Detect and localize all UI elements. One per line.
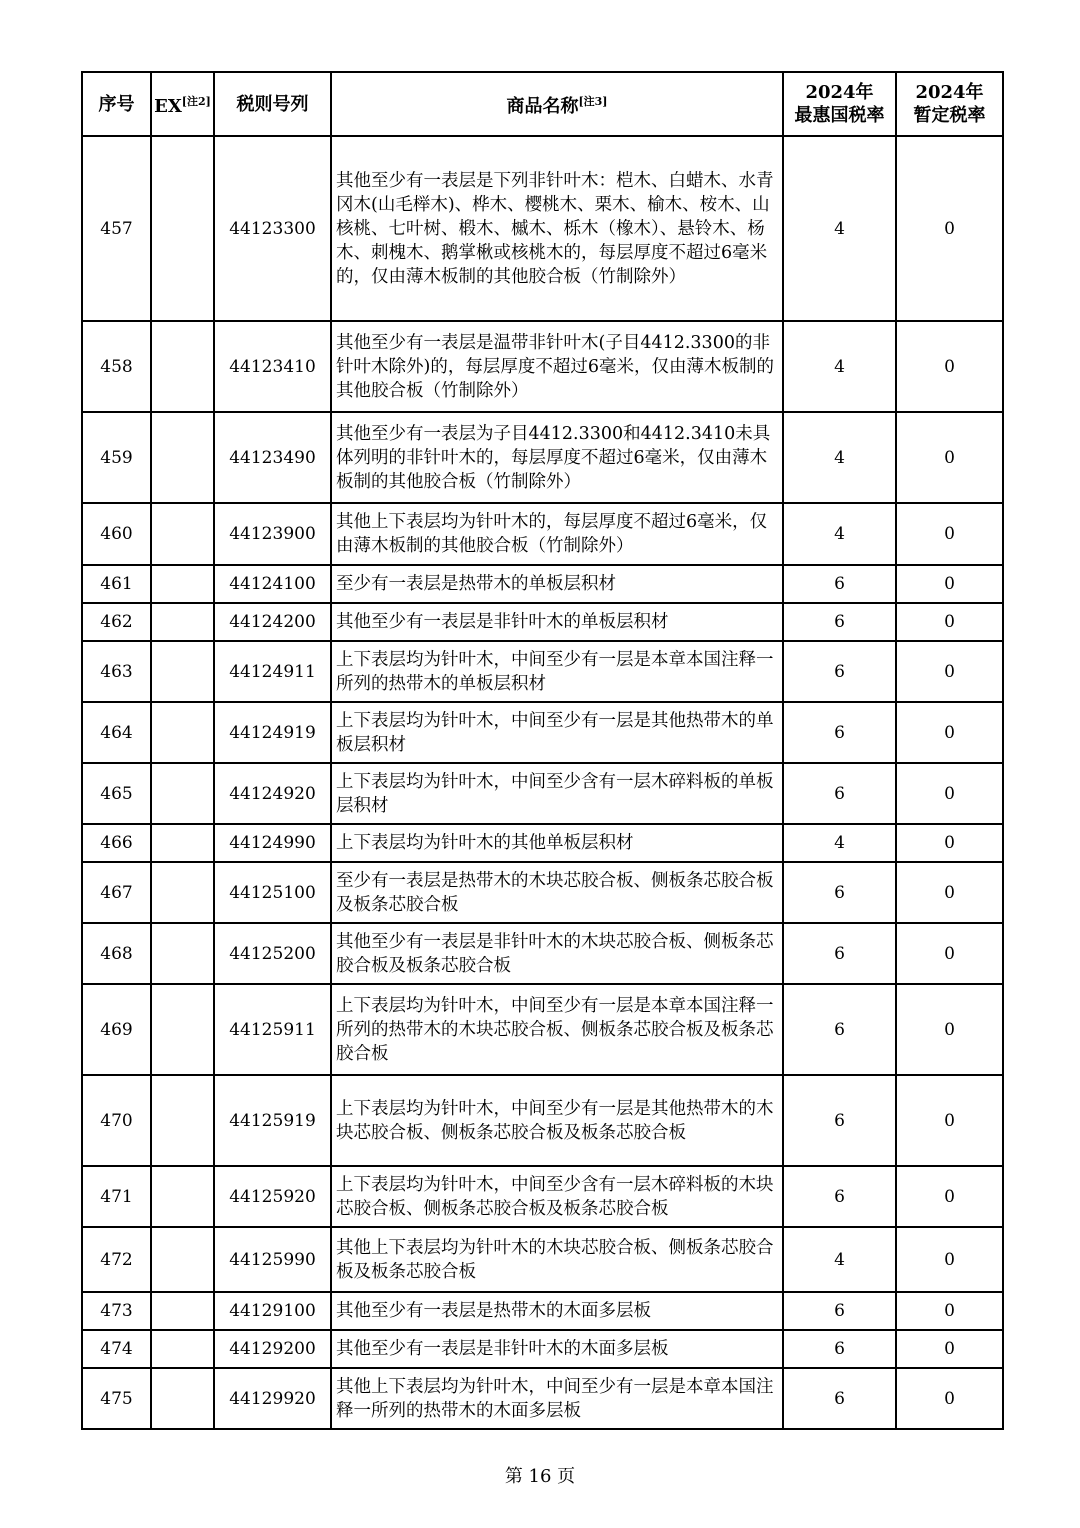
- cell-code: 44125100: [214, 862, 331, 923]
- cell-ex: [151, 136, 214, 321]
- table-row: [82, 412, 1003, 503]
- cell-code: 44125919: [214, 1075, 331, 1166]
- cell-seq: 474: [82, 1330, 151, 1368]
- cell-seq: 472: [82, 1227, 151, 1292]
- cell-seq: 470: [82, 1075, 151, 1166]
- cell-ex: [151, 862, 214, 923]
- cell-seq: 473: [82, 1292, 151, 1330]
- cell-ex: [151, 923, 214, 984]
- cell-provisional-rate: 0: [896, 1075, 1003, 1166]
- cell-provisional-rate: 0: [896, 862, 1003, 923]
- cell-provisional-rate: 0: [896, 641, 1003, 702]
- table-row: [82, 1368, 1003, 1429]
- table-row: [82, 923, 1003, 984]
- cell-code: 44123300: [214, 136, 331, 321]
- cell-name: 其他至少有一表层是非针叶木的木面多层板: [331, 1330, 783, 1368]
- cell-provisional-rate: 0: [896, 503, 1003, 565]
- cell-provisional-rate: 0: [896, 1292, 1003, 1330]
- cell-name: 上下表层均为针叶木，中间至少含有一层木碎料板的单板层积材: [331, 763, 783, 824]
- cell-ex: [151, 603, 214, 641]
- cell-code: 44124990: [214, 824, 331, 862]
- page-number: 第 16 页: [504, 1466, 576, 1487]
- table-row: [82, 824, 1003, 862]
- header-ex-note: [注2]: [181, 95, 211, 108]
- table-row: [82, 1227, 1003, 1292]
- cell-seq: 461: [82, 565, 151, 603]
- table-row: [82, 503, 1003, 565]
- cell-name: 其他上下表层均为针叶木的，每层厚度不超过6毫米，仅由薄木板制的其他胶合板（竹制除外）: [331, 503, 783, 565]
- cell-mfn-rate: 6: [783, 641, 896, 702]
- cell-provisional-rate: 0: [896, 1227, 1003, 1292]
- cell-mfn-rate: 4: [783, 824, 896, 862]
- cell-name: 上下表层均为针叶木的其他单板层积材: [331, 824, 783, 862]
- cell-ex: [151, 984, 214, 1075]
- header-code: 税则号列: [214, 72, 331, 136]
- cell-mfn-rate: 6: [783, 1368, 896, 1429]
- cell-provisional-rate: 0: [896, 824, 1003, 862]
- cell-mfn-rate: 6: [783, 862, 896, 923]
- cell-ex: [151, 702, 214, 763]
- cell-name: 其他至少有一表层是非针叶木的木块芯胶合板、侧板条芯胶合板及板条芯胶合板: [331, 923, 783, 984]
- cell-provisional-rate: 0: [896, 1330, 1003, 1368]
- table-row: [82, 1330, 1003, 1368]
- table-row: [82, 565, 1003, 603]
- cell-seq: 457: [82, 136, 151, 321]
- cell-provisional-rate: 0: [896, 1368, 1003, 1429]
- header-name: 商品名称[注3]: [331, 72, 783, 136]
- table-row: [82, 1292, 1003, 1330]
- cell-code: 44123490: [214, 412, 331, 503]
- cell-mfn-rate: 4: [783, 1227, 896, 1292]
- cell-provisional-rate: 0: [896, 603, 1003, 641]
- table-row: [82, 984, 1003, 1075]
- cell-mfn-rate: 4: [783, 136, 896, 321]
- cell-code: 44124911: [214, 641, 331, 702]
- cell-seq: 464: [82, 702, 151, 763]
- cell-ex: [151, 763, 214, 824]
- table-row: [82, 641, 1003, 702]
- cell-mfn-rate: 6: [783, 565, 896, 603]
- cell-name: 至少有一表层是热带木的单板层积材: [331, 565, 783, 603]
- cell-ex: [151, 1227, 214, 1292]
- cell-seq: 469: [82, 984, 151, 1075]
- cell-mfn-rate: 6: [783, 1166, 896, 1227]
- cell-name: 至少有一表层是热带木的木块芯胶合板、侧板条芯胶合板及板条芯胶合板: [331, 862, 783, 923]
- cell-provisional-rate: 0: [896, 702, 1003, 763]
- cell-code: 44123410: [214, 321, 331, 412]
- cell-mfn-rate: 6: [783, 923, 896, 984]
- cell-code: 44129920: [214, 1368, 331, 1429]
- table-row: [82, 763, 1003, 824]
- table-header-row: [82, 72, 1003, 136]
- cell-seq: 465: [82, 763, 151, 824]
- table-row: [82, 321, 1003, 412]
- table-row: [82, 1075, 1003, 1166]
- cell-mfn-rate: 4: [783, 321, 896, 412]
- cell-mfn-rate: 4: [783, 412, 896, 503]
- table-row: [82, 603, 1003, 641]
- cell-ex: [151, 321, 214, 412]
- cell-name: 其他上下表层均为针叶木的木块芯胶合板、侧板条芯胶合板及板条芯胶合板: [331, 1227, 783, 1292]
- cell-ex: [151, 824, 214, 862]
- cell-name: 其他至少有一表层是非针叶木的单板层积材: [331, 603, 783, 641]
- header-provisional-rate: 2024年 暂定税率: [896, 72, 1003, 136]
- cell-seq: 475: [82, 1368, 151, 1429]
- cell-code: 44129200: [214, 1330, 331, 1368]
- cell-seq: 471: [82, 1166, 151, 1227]
- cell-provisional-rate: 0: [896, 923, 1003, 984]
- cell-seq: 468: [82, 923, 151, 984]
- cell-code: 44129100: [214, 1292, 331, 1330]
- table-row: [82, 862, 1003, 923]
- cell-ex: [151, 412, 214, 503]
- cell-name: 上下表层均为针叶木，中间至少含有一层木碎料板的木块芯胶合板、侧板条芯胶合板及板条芯胶合板: [331, 1166, 783, 1227]
- tariff-table: [81, 71, 1004, 1430]
- cell-name: 其他至少有一表层是下列非针叶木：桤木、白蜡木、水青冈木(山毛榉木)、桦木、樱桃木、栗木、榆木、桉木、山核桃、七叶树、椴木、槭木、栎木（橡木）、悬铃木、杨木、刺槐木、鹅掌楸或核桃木的，每层厚度不超过6毫米的，仅由薄木板制的其他胶合板（竹制除外）: [331, 136, 783, 321]
- header-seq: 序号: [82, 72, 151, 136]
- cell-ex: [151, 1368, 214, 1429]
- cell-ex: [151, 1166, 214, 1227]
- cell-seq: 462: [82, 603, 151, 641]
- cell-code: 44125200: [214, 923, 331, 984]
- cell-seq: 467: [82, 862, 151, 923]
- cell-ex: [151, 1292, 214, 1330]
- cell-code: 44124100: [214, 565, 331, 603]
- cell-mfn-rate: 6: [783, 984, 896, 1075]
- cell-ex: [151, 1075, 214, 1166]
- cell-code: 44125911: [214, 984, 331, 1075]
- cell-seq: 458: [82, 321, 151, 412]
- cell-mfn-rate: 6: [783, 763, 896, 824]
- cell-provisional-rate: 0: [896, 1166, 1003, 1227]
- header-name-note: [注3]: [578, 95, 608, 108]
- cell-mfn-rate: 6: [783, 603, 896, 641]
- cell-ex: [151, 503, 214, 565]
- cell-name: 上下表层均为针叶木，中间至少有一层是本章本国注释一所列的热带木的单板层积材: [331, 641, 783, 702]
- cell-provisional-rate: 0: [896, 984, 1003, 1075]
- cell-name: 上下表层均为针叶木，中间至少有一层是本章本国注释一所列的热带木的木块芯胶合板、侧板条芯胶合板及板条芯胶合板: [331, 984, 783, 1075]
- cell-ex: [151, 1330, 214, 1368]
- cell-ex: [151, 641, 214, 702]
- cell-provisional-rate: 0: [896, 763, 1003, 824]
- cell-name: 上下表层均为针叶木，中间至少有一层是其他热带木的木块芯胶合板、侧板条芯胶合板及板条芯胶合板: [331, 1075, 783, 1166]
- cell-provisional-rate: 0: [896, 565, 1003, 603]
- cell-code: 44124920: [214, 763, 331, 824]
- cell-seq: 466: [82, 824, 151, 862]
- cell-code: 44125990: [214, 1227, 331, 1292]
- header-ex: EX[注2]: [151, 72, 214, 136]
- cell-ex: [151, 565, 214, 603]
- cell-code: 44124200: [214, 603, 331, 641]
- cell-seq: 463: [82, 641, 151, 702]
- table-row: [82, 702, 1003, 763]
- cell-name: 其他至少有一表层是温带非针叶木(子目4412.3300的非针叶木除外)的，每层厚度不超过6毫米，仅由薄木板制的其他胶合板（竹制除外）: [331, 321, 783, 412]
- table-row: [82, 136, 1003, 321]
- table-row: [82, 1166, 1003, 1227]
- cell-provisional-rate: 0: [896, 412, 1003, 503]
- cell-name: 其他上下表层均为针叶木，中间至少有一层是本章本国注释一所列的热带木的木面多层板: [331, 1368, 783, 1429]
- cell-name: 其他至少有一表层为子目4412.3300和4412.3410未具体列明的非针叶木的，每层厚度不超过6毫米，仅由薄木板制的其他胶合板（竹制除外）: [331, 412, 783, 503]
- cell-mfn-rate: 4: [783, 503, 896, 565]
- cell-code: 44123900: [214, 503, 331, 565]
- cell-seq: 459: [82, 412, 151, 503]
- cell-provisional-rate: 0: [896, 321, 1003, 412]
- cell-provisional-rate: 0: [896, 136, 1003, 321]
- cell-name: 其他至少有一表层是热带木的木面多层板: [331, 1292, 783, 1330]
- cell-code: 44124919: [214, 702, 331, 763]
- header-mfn-rate: 2024年 最惠国税率: [783, 72, 896, 136]
- cell-mfn-rate: 6: [783, 1330, 896, 1368]
- cell-mfn-rate: 6: [783, 1075, 896, 1166]
- cell-code: 44125920: [214, 1166, 331, 1227]
- cell-mfn-rate: 6: [783, 702, 896, 763]
- cell-name: 上下表层均为针叶木，中间至少有一层是其他热带木的单板层积材: [331, 702, 783, 763]
- cell-seq: 460: [82, 503, 151, 565]
- cell-mfn-rate: 6: [783, 1292, 896, 1330]
